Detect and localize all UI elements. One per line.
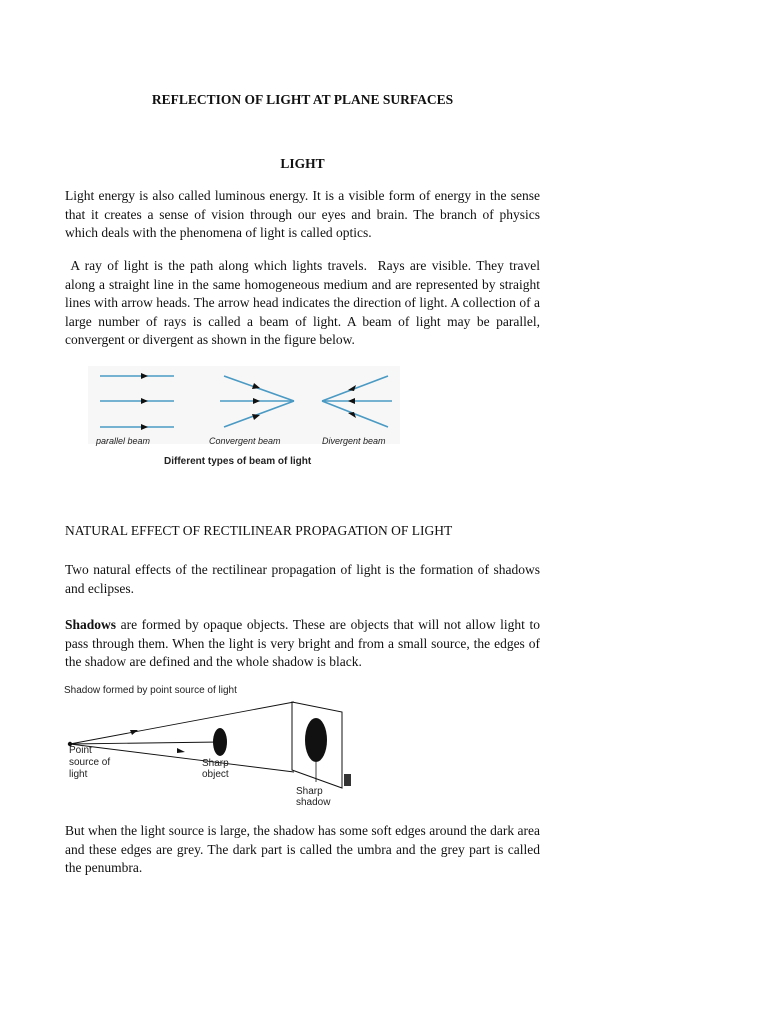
figure-background	[88, 366, 400, 444]
arrowhead-icon	[177, 748, 185, 753]
arrowhead-icon	[130, 730, 138, 735]
screen-stand	[344, 774, 351, 786]
label-sharp-object: Sharp object	[202, 758, 229, 780]
shadow-figure-title: Shadow formed by point source of light	[64, 685, 237, 696]
opaque-object	[213, 728, 227, 756]
beam-types-figure	[88, 366, 408, 470]
paragraph-luminous-energy: Light energy is also called luminous energy. It is a visible form of energy in the sense that it creates a sense of vision through our eyes and brain. The branch of physics which deals with the phenomena of light is called optics.	[65, 188, 540, 240]
label-divergent-beam: Divergent beam	[322, 436, 386, 446]
paragraph-ray-of-light: A ray of light is the path along which lights travels. Rays are visible. They travel along a straight line in the same homogeneous medium and are represented by straight lines with arrow heads. The arrow head indicates the direction of light. A collection of a large number of rays is called a beam of light. A beam of light may be parallel, convergent or divergent as shown in the figure below.	[65, 258, 544, 347]
document-title: REFLECTION OF LIGHT AT PLANE SURFACES	[151, 92, 454, 107]
shadows-description: are formed by opaque objects. These are objects that will not allow light to pass through them. When the light is very bright and from a small source, the edges of the shadow are defined and the whole shadow is black.	[65, 617, 540, 669]
term-shadows: Shadows	[65, 617, 117, 632]
paragraph-penumbra: But when the light source is large, the shadow has some soft edges around the dark area and these edges are grey. The dark part is called the umbra and the grey part is called the penumbra.	[65, 823, 540, 875]
shadow-figure	[62, 682, 362, 810]
label-sharp-shadow: Sharp shadow	[296, 786, 331, 808]
paragraph-shadows	[65, 616, 540, 672]
paragraph-natural-effects: Two natural effects of the rectilinear propagation of light is the formation of shadows and eclipses.	[65, 562, 540, 596]
label-point-source: Point source of light	[69, 745, 111, 780]
label-parallel-beam: parallel beam	[96, 436, 151, 446]
ray-upper	[70, 702, 294, 744]
label-convergent-beam: Convergent beam	[209, 436, 281, 446]
section-heading-light: LIGHT	[280, 156, 325, 171]
ray-middle	[70, 742, 220, 744]
beam-figure-caption: Different types of beam of light	[164, 456, 312, 467]
subheading-natural-effect: NATURAL EFFECT OF RECTILINEAR PROPAGATION OF LIGHT	[65, 523, 453, 538]
shadow-on-screen	[305, 718, 327, 762]
